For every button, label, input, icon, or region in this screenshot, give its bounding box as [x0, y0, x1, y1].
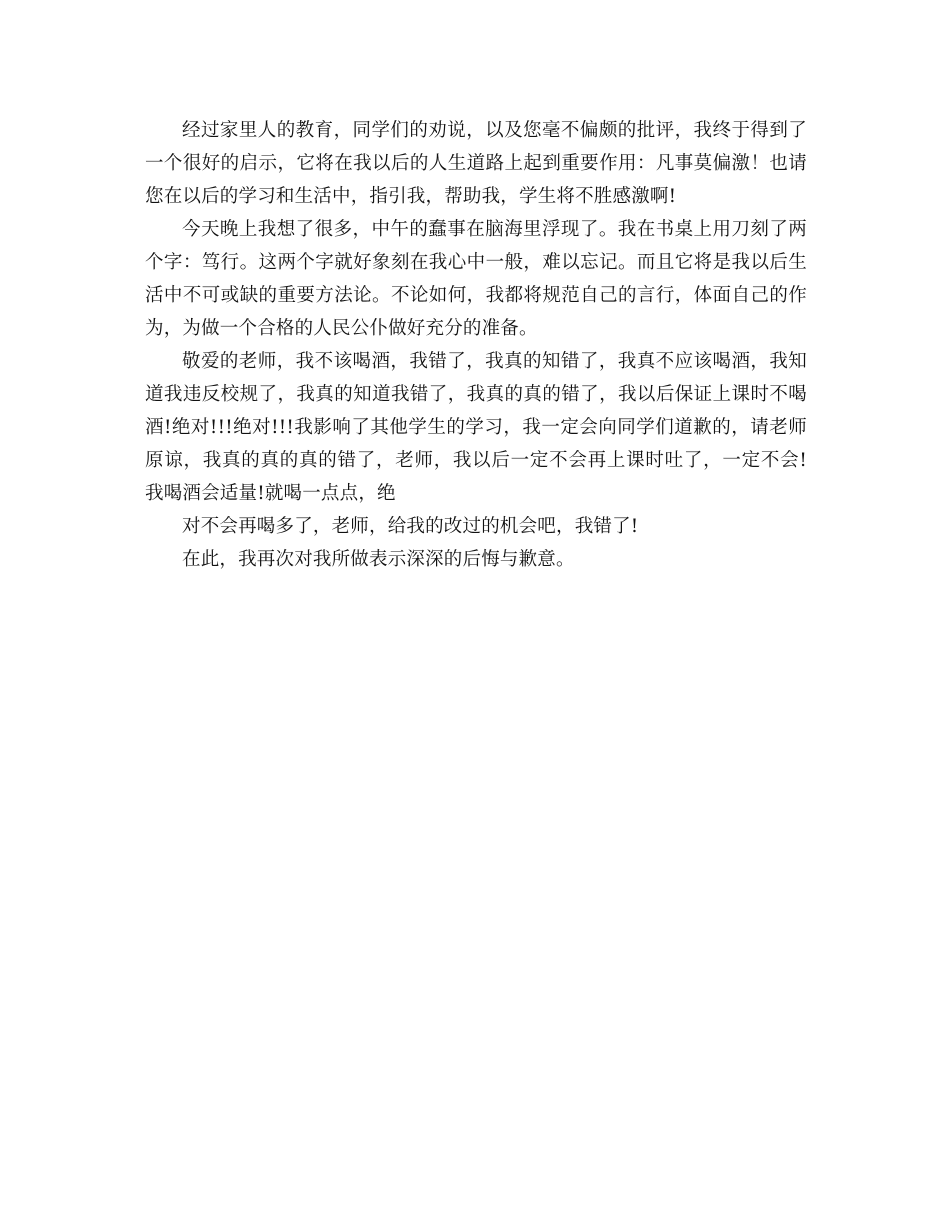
- paragraph-2: 今天晚上我想了很多，中午的蠢事在脑海里浮现了。我在书桌上用刀刻了两个字：笃行。这两个字就好象刻在我心中一般，难以忘记。而且它将是我以后生活中不可或缺的重要方法论。不论如何，我都将规范自己的言行，体面自己的作为，为做一个合格的人民公仆做好充分的准备。: [145, 219, 807, 339]
- document-body: [145, 114, 807, 576]
- paragraph-1: 经过家里人的教育，同学们的劝说，以及您毫不偏颇的批评，我终于得到了一个很好的启示，它将在我以后的人生道路上起到重要作用：凡事莫偏激！也请您在以后的学习和生活中，指引我，帮助我，学生将不胜感激啊!: [145, 120, 807, 207]
- paragraph-5: 在此，我再次对我所做表示深深的后悔与歉意。: [182, 549, 575, 570]
- paragraph-4: 对不会再喝多了，老师，给我的改过的机会吧，我错了!: [182, 516, 639, 537]
- paragraph-3: 敬爱的老师，我不该喝酒，我错了，我真的知错了，我真不应该喝酒，我知道我违反校规了，我真的知道我错了，我真的真的错了，我以后保证上课时不喝酒!绝对!!!绝对!!!我影响了其他学生的学习，我一定会向同学们道歉的，请老师原谅，我真的真的真的错了，老师，我以后一定不会再上课时吐了，一定不会!我喝酒会适量!就喝一点点，绝: [145, 351, 807, 504]
